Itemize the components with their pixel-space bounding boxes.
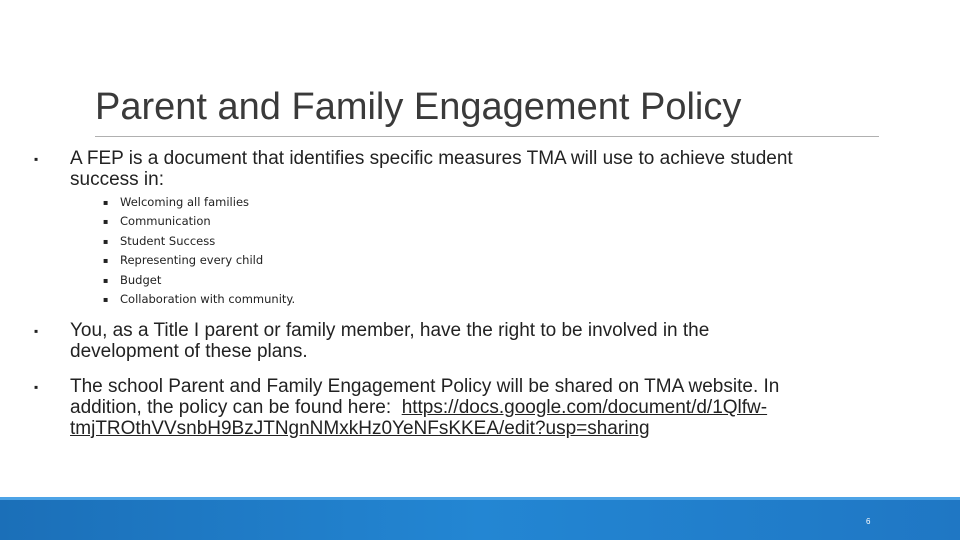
paragraph-line: You, as a Title I parent or family member, have the right to be involved in the (70, 320, 710, 341)
page-number: 6 (866, 517, 871, 526)
list-item-label: Student Success (120, 233, 216, 248)
paragraph-fep-definition (70, 148, 920, 190)
list-item-label: Representing every child (120, 253, 264, 268)
list-item (103, 193, 295, 212)
list-item (103, 232, 295, 251)
list-item-label: Communication (120, 214, 211, 229)
bullet-marker: ▪ (103, 236, 109, 246)
paragraph-text: addition, the policy can be found here: (70, 397, 402, 418)
paragraph-policy-location (70, 376, 920, 439)
bullet-marker: ▪ (103, 256, 109, 266)
footer-bar (0, 497, 960, 540)
bullet-marker: ▪ (34, 152, 39, 166)
title-divider (95, 136, 879, 137)
bullet-marker: ▪ (103, 198, 109, 207)
policy-link[interactable]: https://docs.google.com/document/d/1Qlfw- (401, 397, 768, 418)
bullet-marker: ▪ (103, 295, 109, 305)
paragraph-line (70, 397, 920, 418)
paragraph-line: development of these plans. (70, 341, 308, 362)
paragraph-line: The school Parent and Family Engagement Policy will be shared on TMA website. In (70, 376, 780, 397)
bullet-marker: ▪ (34, 380, 39, 394)
bullet-marker: ▪ (103, 275, 109, 285)
list-item (103, 251, 295, 270)
paragraph-line (70, 418, 920, 439)
paragraph-parent-rights (70, 320, 920, 362)
list-item-label: Welcoming all families (120, 195, 250, 209)
policy-link[interactable]: tmjTROthVVsnbH9BzJTNgnNMxkHz0YeNFsKKEA/edit?usp=sharing (70, 418, 650, 439)
paragraph-line: A FEP is a document that identifies specific measures TMA will use to achieve student (70, 148, 793, 169)
bullet-marker: ▪ (34, 324, 39, 338)
focus-areas-list (103, 193, 295, 309)
slide-title: Parent and Family Engagement Policy (95, 86, 742, 128)
list-item (103, 271, 295, 290)
footer-accent-line (0, 497, 960, 500)
list-item (103, 212, 295, 231)
bullet-marker: ▪ (103, 217, 109, 227)
list-item (103, 290, 295, 309)
paragraph-line: success in: (70, 169, 164, 190)
list-item-label: Collaboration with community. (120, 292, 296, 307)
list-item-label: Budget (120, 272, 162, 287)
